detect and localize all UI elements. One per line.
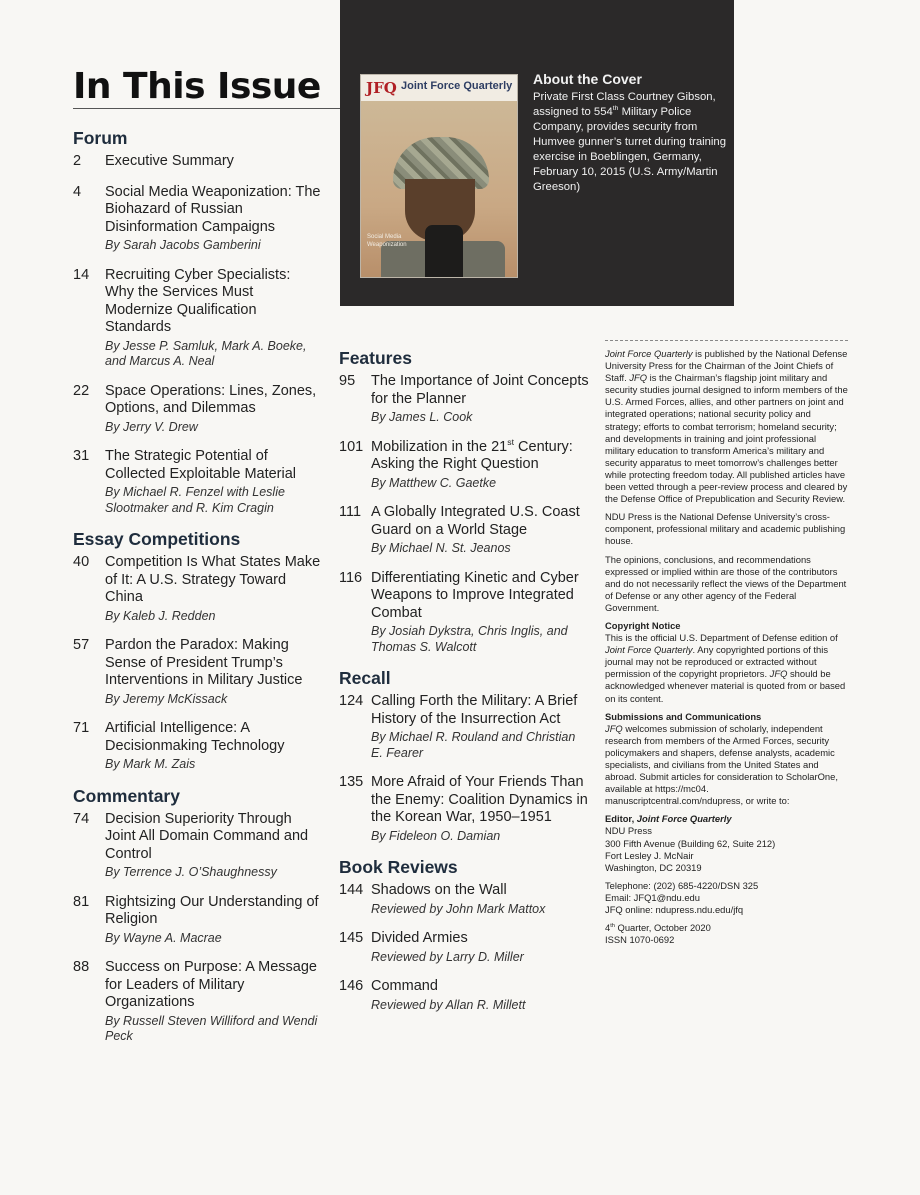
toc-page-number: 135: [339, 774, 364, 790]
section-recall: [339, 668, 589, 844]
cover-journal-title: Joint Force Quarterly: [401, 80, 513, 92]
toc-article-author: By James L. Cook: [371, 410, 473, 424]
section-title: Recall: [339, 668, 391, 688]
masthead-address: Editor, Joint Force Quarterly NDU Press 300 Fifth Avenue (Building 62, Suite 212) Fort Lesley J. McNair Washington, DC 20319: [605, 813, 776, 873]
toc-entry[interactable]: [73, 448, 323, 516]
toc-article-author: By Michael R. Rouland and Christian E. Fearer: [371, 730, 576, 760]
toc-entry[interactable]: [339, 774, 589, 844]
toc-article-title: Rightsizing Our Understanding of Religion: [105, 893, 319, 927]
toc-article-title: Artificial Intelligence: A Decisionmaking Technology: [105, 720, 285, 754]
toc-page-number: 101: [339, 438, 364, 455]
toc-page-number: 88: [73, 959, 90, 975]
masthead-publisher-text: Joint Force Quarterly is published by the National Defense University Press for the Chairman of the Joint Chiefs of Staff. JFQ is the Chairman’s flagship joint military and security studies journal designed to inform members of the U.S. Armed Forces, allies, and other partners on joint and integrated operations; national security policy and strategy; efforts to combat terrorism; homeland security; and developments in training and joint professional military education to transform America’s military and security apparatus to meet tomorrow’s challenges better while protecting freedom today. All published articles have been vetted through a peer-review process and cleared by the Defense Office of Prepublication and Security Review.: [605, 348, 848, 505]
toc-page-number: 4: [73, 183, 82, 200]
toc-entry[interactable]: [73, 383, 323, 436]
toc-entry[interactable]: [339, 436, 589, 492]
toc-article-title: Calling Forth the Military: A Brief History of the Insurrection Act: [371, 693, 578, 727]
toc-article-title: Decision Superiority Through Joint All Domain Command and Control: [105, 810, 309, 862]
toc-entry[interactable]: [73, 894, 323, 947]
cover-masthead: [361, 75, 517, 101]
toc-page-number: 146: [339, 978, 364, 994]
toc-page-number: 81: [73, 893, 90, 910]
email-link: Email: JFQ1@ndu.edu: [605, 891, 700, 903]
toc-page-number: 144: [339, 882, 364, 898]
toc-entry[interactable]: [73, 554, 323, 624]
toc-left-column: [73, 128, 323, 1058]
toc-article-author: By Terrence J. O’Shaughnessy: [105, 865, 277, 879]
toc-entry[interactable]: [73, 184, 323, 254]
toc-entry[interactable]: [73, 153, 323, 171]
masthead-info: [605, 348, 848, 952]
toc-article-author: By Michael N. St. Jeanos: [371, 541, 511, 555]
toc-page-number: 31: [73, 448, 90, 464]
toc-page-number: 111: [339, 504, 362, 520]
toc-entry[interactable]: [339, 373, 589, 426]
masthead-issue-info: 4th Quarter, October 2020 ISSN 1070-0692: [605, 922, 711, 946]
masthead-disclaimer-text: The opinions, conclusions, and recommendations expressed or implied within are those of the contributors and do not necessarily reflect the views of the Department of Defense or any other agency of the Federal Government.: [605, 553, 847, 613]
toc-article-title: Differentiating Kinetic and Cyber Weapons to Improve Integrated Combat: [371, 569, 579, 621]
toc-entry[interactable]: [339, 504, 589, 557]
toc-page-number: 22: [73, 382, 90, 399]
toc-middle-column: [339, 348, 589, 1026]
toc-article-title: The Strategic Potential of Collected Exploitable Material: [105, 448, 297, 482]
toc-article-author: By Jeremy McKissack: [105, 691, 228, 706]
toc-entry[interactable]: [73, 267, 323, 370]
toc-article-author: By Michael R. Fenzel with Leslie Slootmaker and R. Kim Cragin: [105, 485, 285, 515]
toc-entry[interactable]: [339, 930, 589, 965]
toc-article-title: Divided Armies: [371, 930, 468, 946]
section-features: [339, 348, 589, 655]
about-cover-heading: About the Cover: [533, 71, 642, 87]
cover-gun-barrel: [425, 225, 463, 278]
title-divider: [73, 108, 340, 109]
toc-article-author: By Fideleon O. Damian: [371, 828, 501, 843]
toc-page-number: 95: [339, 373, 356, 389]
cover-image: [360, 74, 518, 278]
toc-article-author: By Jerry V. Drew: [105, 419, 198, 434]
toc-article-title: Social Media Weaponization: The Biohazard of Russian Disinformation Campaigns: [105, 183, 321, 235]
cover-jfq-logo: JFQ: [366, 79, 397, 97]
about-cover-text: Private First Class Courtney Gibson, assigned to 554th Military Police Company, provides security from Humvee gunner’s turret during training exercise in Boeblingen, Germany, February 10, 2015 (U.S. Army/Martin Greeson): [533, 91, 726, 193]
toc-article-author: Reviewed by Allan R. Millett: [371, 997, 526, 1012]
toc-entry[interactable]: [73, 637, 323, 707]
toc-article-author: By Matthew C. Gaetke: [371, 475, 497, 490]
toc-article-author: By Josiah Dykstra, Chris Inglis, and Thomas S. Walcott: [371, 624, 568, 654]
masthead-divider: [605, 340, 848, 341]
toc-article-author: By Mark M. Zais: [105, 757, 196, 771]
toc-page-number: 14: [73, 266, 90, 283]
toc-article-title: A Globally Integrated U.S. Coast Guard on a World Stage: [371, 504, 580, 538]
toc-entry[interactable]: [339, 570, 589, 656]
toc-article-author: By Russell Steven Williford and Wendi Peck: [105, 1013, 318, 1043]
section-title: Forum: [73, 128, 128, 148]
page-title: In This Issue: [73, 66, 321, 107]
masthead-submissions: Submissions and Communications JFQ welcomes submission of scholarly, independent research from members of the Armed Forces, security policymakers and shapers, defense analysts, academic specialists, and civilians from the United States and abroad. Submit articles for consideration to ScholarOne, available at https://mc04. manuscriptcentral.com/ndupress, or write to:: [605, 710, 838, 807]
toc-page-number: 57: [73, 637, 90, 653]
toc-article-author: Reviewed by John Mark Mattox: [371, 901, 546, 916]
section-essay-competitions: [73, 529, 323, 773]
masthead-contact: Telephone: (202) 685-4220/DSN 325 Email: JFQ1@ndu.edu JFQ online: ndupress.ndu.edu/jfq: [605, 880, 848, 916]
toc-article-title: Space Operations: Lines, Zones, Options, and Dilemmas: [105, 382, 317, 416]
toc-article-title: Shadows on the Wall: [371, 882, 507, 898]
cover-side-text: Social Media Weaponization: [367, 234, 407, 248]
toc-page-number: 145: [339, 930, 364, 946]
section-title: Essay Competitions: [73, 529, 241, 549]
toc-article-title: Pardon the Paradox: Making Sense of President Trump’s Interventions in Military Justice: [105, 637, 303, 688]
masthead-ndu-press-text: NDU Press is the National Defense University’s cross-component, professional military and academic publishing house.: [605, 511, 846, 547]
toc-article-author: By Wayne A. Macrae: [105, 930, 222, 945]
section-commentary: [73, 786, 323, 1045]
section-forum: [73, 128, 323, 516]
section-title: Book Reviews: [339, 857, 458, 877]
toc-article-author: By Sarah Jacobs Gamberini: [105, 238, 261, 252]
toc-entry[interactable]: [339, 978, 589, 1013]
toc-article-title: The Importance of Joint Concepts for the Planner: [371, 373, 589, 407]
website-link: JFQ online: ndupress.ndu.edu/jfq: [605, 904, 744, 916]
toc-article-title: More Afraid of Your Friends Than the Enemy: Coalition Dynamics in the Korean War, 1950–1951: [371, 774, 588, 825]
cover-panel: [340, 0, 734, 306]
toc-article-title: Success on Purpose: A Message for Leaders of Military Organizations: [105, 959, 317, 1010]
toc-article-author: Reviewed by Larry D. Miller: [371, 949, 524, 964]
toc-article-title: Recruiting Cyber Specialists: Why the Services Must Modernize Qualification Standards: [105, 266, 291, 335]
toc-article-title: Command: [371, 978, 438, 994]
toc-entry[interactable]: [339, 882, 589, 917]
cover-photo: [361, 101, 517, 277]
toc-article-author: By Jesse P. Samluk, Mark A. Boeke, and Marcus A. Neal: [105, 338, 307, 368]
toc-page-number: 116: [339, 569, 363, 586]
toc-page-number: 40: [73, 554, 90, 570]
toc-page-number: 2: [73, 153, 82, 169]
section-book-reviews: [339, 857, 589, 1013]
masthead-copyright: Copyright Notice This is the official U.S. Department of Defense edition of Joint Force Quarterly. Any copyrighted portions of this journal may not be reproduced or extracted without permission of the copyright proprietors. JFQ should be acknowledged whenever material is quoted from or based on its content.: [605, 619, 846, 704]
toc-page-number: 124: [339, 693, 364, 709]
toc-article-title: Mobilization in the 21st Century: Asking the Right Question: [371, 436, 573, 472]
section-title: Commentary: [73, 785, 180, 806]
toc-article-title: Executive Summary: [105, 153, 234, 169]
toc-entry[interactable]: [73, 720, 323, 773]
toc-entry[interactable]: [73, 959, 323, 1045]
section-title: Features: [339, 348, 412, 368]
toc-entry[interactable]: [339, 693, 589, 761]
about-the-cover: [533, 71, 728, 195]
toc-page-number: 74: [73, 810, 90, 827]
toc-page-number: 71: [73, 720, 90, 736]
toc-entry[interactable]: [73, 811, 323, 881]
toc-article-title: Competition Is What States Make of It: A U.S. Strategy Toward China: [105, 554, 321, 605]
toc-article-author: By Kaleb J. Redden: [105, 608, 216, 623]
